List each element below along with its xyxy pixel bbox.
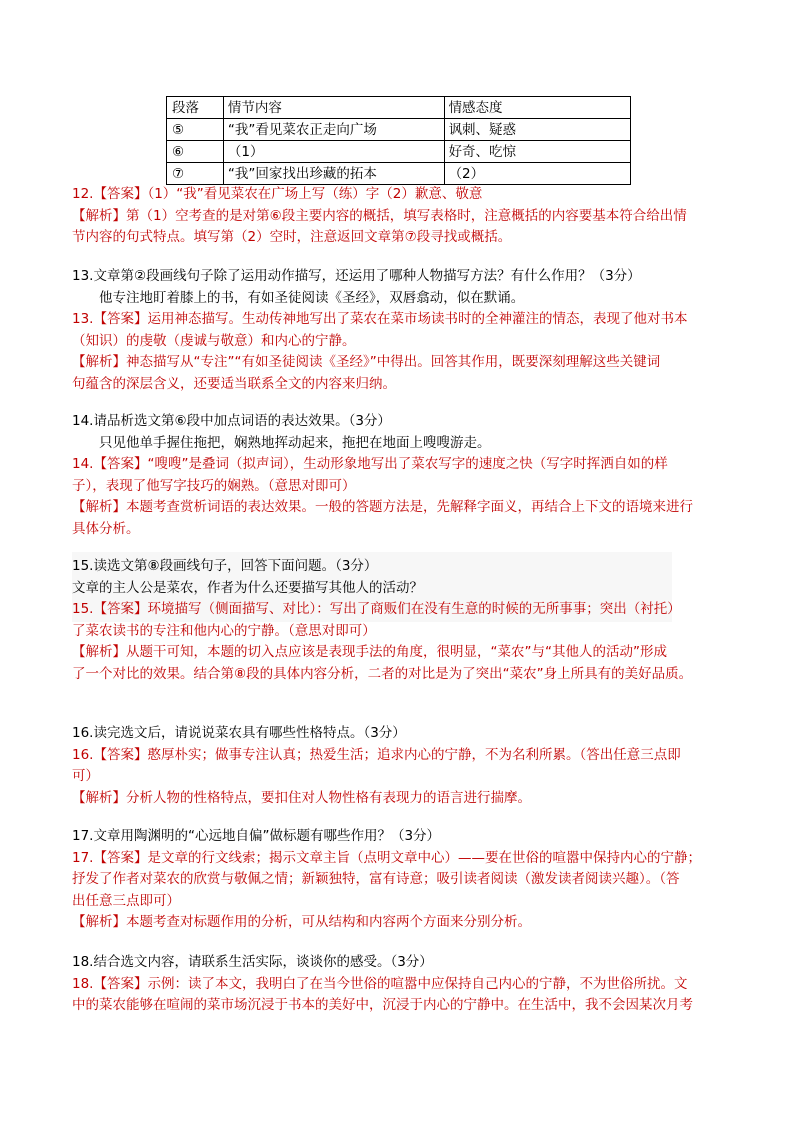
- q15-analysis-line: 【解析】从题干可知，本题的切入点应该是表现手法的角度，很明显，“菜农”与“其他人的活动”形成: [72, 644, 667, 660]
- q17-question: 17.文章用陶渊明的“心远地自偏”做标题有哪些作用？（3分）: [72, 828, 441, 844]
- q15-answer-line: 15.【答案】环境描写（侧面描写、对比）：写出了商贩们在没有生意的时候的无所事事；突出（衬托）: [72, 601, 681, 617]
- table-cell: ⑦: [167, 163, 224, 185]
- plot-emotion-table: [166, 96, 631, 185]
- q18-question: 18.结合选文内容，请联系生活实际，谈谈你的感受。（3分）: [72, 954, 433, 970]
- q17-answer-line: 17.【答案】是文章的行文线索；揭示文章主旨（点明文章中心）——要在世俗的喧嚣中保持内心的宁静；: [72, 849, 701, 866]
- q14-analysis-line: 【解析】本题考查赏析词语的表达效果。一般的答题方法是，先解释字面义，再结合上下文的语境来进行: [72, 499, 693, 515]
- q15-answer-line: 了菜农读书的专注和他内心的宁静。（意思对即可）: [72, 622, 376, 639]
- q16-answer-line: 16.【答案】憨厚朴实；做事专注认真；热爱生活；追求内心的宁静，不为名利所累。（答出任意三点即: [72, 746, 681, 763]
- table-cell: ⑤: [167, 119, 224, 141]
- table-header-row: [167, 97, 631, 119]
- table-cell: 讽刺、疑惑: [444, 119, 630, 141]
- q16-block: [72, 723, 732, 809]
- q13-quote: 他专注地盯着膝上的书，有如圣徒阅读《圣经》，双唇翕动，似在默诵。: [99, 289, 525, 306]
- q12-analysis-line: 【解析】第（1）空考查的是对第⑥段主要内容的概括，填写表格时，注意概括的内容要基本符合给出情: [72, 207, 687, 224]
- table-cell: （2）: [444, 163, 630, 185]
- q15-block: [72, 556, 732, 685]
- q17-block: [72, 826, 732, 934]
- q12-analysis-line: 节内容的句式特点。填写第（2）空时，注意返回文章第⑦段寻找或概括。: [72, 229, 512, 245]
- q13-analysis-line: 句蕴含的深层含义，还要适当联系全文的内容来归纳。: [72, 375, 396, 392]
- q18-block: [72, 952, 732, 1017]
- q16-question: 16.读完选文后，请说说菜农具有哪些性格特点。（3分）: [72, 725, 406, 741]
- q16-answer-line: 可）: [72, 768, 99, 784]
- table-header-cell: 段落: [167, 97, 224, 119]
- q14-question: 14.请品析选文第⑥段中加点词语的表达效果。（3分）: [72, 413, 391, 429]
- q15-question: 15.读选文第⑧段画线句子，回答下面问题。（3分）: [72, 558, 378, 574]
- q15-question-detail: 文章的主人公是菜农，作者为什么还要描写其他人的活动？: [72, 579, 423, 596]
- table-row: [167, 141, 631, 163]
- q16-analysis-line: 【解析】分析人物的性格特点，要扣住对人物性格有表现力的语言进行揣摩。: [72, 789, 531, 806]
- q14-quote: 只见他单手握住拖把，娴熟地挥动起来，拖把在地面上嗖嗖游走。: [99, 434, 491, 451]
- table-cell: “我”回家找出珍藏的拓本: [223, 163, 444, 185]
- q13-analysis-line: 【解析】神态描写从“专注”“有如圣徒阅读《圣经》”中得出。回答其作用，既要深刻理解这些关键词: [72, 354, 661, 370]
- q14-block: [72, 411, 732, 540]
- table-cell: 好奇、吃惊: [444, 141, 630, 163]
- q14-answer-line: 子），表现了他写字技巧的娴熟。（意思对即可）: [72, 477, 356, 494]
- q14-answer-line: 14.【答案】“嗖嗖”是叠词（拟声词），生动形象地写出了菜农写字的速度之快（写字时挥洒自如的样: [72, 456, 668, 472]
- q17-analysis-line: 【解析】本题考查对标题作用的分析，可从结构和内容两个方面来分别分析。: [72, 914, 531, 930]
- q13-block: [72, 266, 732, 395]
- table-cell: （1）: [223, 141, 444, 163]
- q17-answer-line: 抒发了作者对菜农的欣赏与敬佩之情；新颖独特，富有诗意；吸引读者阅读（激发读者阅读兴趣）。（答: [72, 871, 680, 887]
- q14-analysis-line: 具体分析。: [72, 520, 140, 537]
- table-row: [167, 163, 631, 185]
- table-header-cell: 情节内容: [223, 97, 444, 119]
- table-header-cell: 情感态度: [444, 97, 630, 119]
- table-cell: ⑥: [167, 141, 224, 163]
- q12-answer: 12.【答案】（1）“我”看见菜农在广场上写（练）字（2）歉意、敬意: [72, 186, 483, 202]
- q13-answer-line: 13.【答案】运用神态描写。生动传神地写出了菜农在菜市场读书时的全神灌注的情态，表现了他对书本: [72, 311, 688, 327]
- q18-answer-line: 18.【答案】示例：读了本文，我明白了在当今世俗的喧嚣中应保持自己内心的宁静，不为世俗所扰。文: [72, 975, 688, 992]
- table-cell: “我”看见菜农正走向广场: [223, 119, 444, 141]
- q12-block: [72, 184, 732, 249]
- q18-answer-line: 中的菜农能够在喧闹的菜市场沉浸于书本的美好中，沉浸于内心的宁静中。在生活中，我不会因某次月考: [72, 997, 693, 1013]
- q13-question: 13.文章第②段画线句子除了运用动作描写，还运用了哪种人物描写方法？有什么作用？（3分）: [72, 268, 641, 284]
- q13-answer-line: （知识）的虔敬（虔诚与敬意）和内心的宁静。: [72, 332, 356, 349]
- q17-answer-line: 出任意三点即可）: [72, 892, 180, 909]
- table-row: [167, 119, 631, 141]
- q15-analysis-line: 了一个对比的效果。结合第⑧段的具体内容分析，二者的对比是为了突出“菜农”身上所具有的美好品质。: [72, 665, 693, 682]
